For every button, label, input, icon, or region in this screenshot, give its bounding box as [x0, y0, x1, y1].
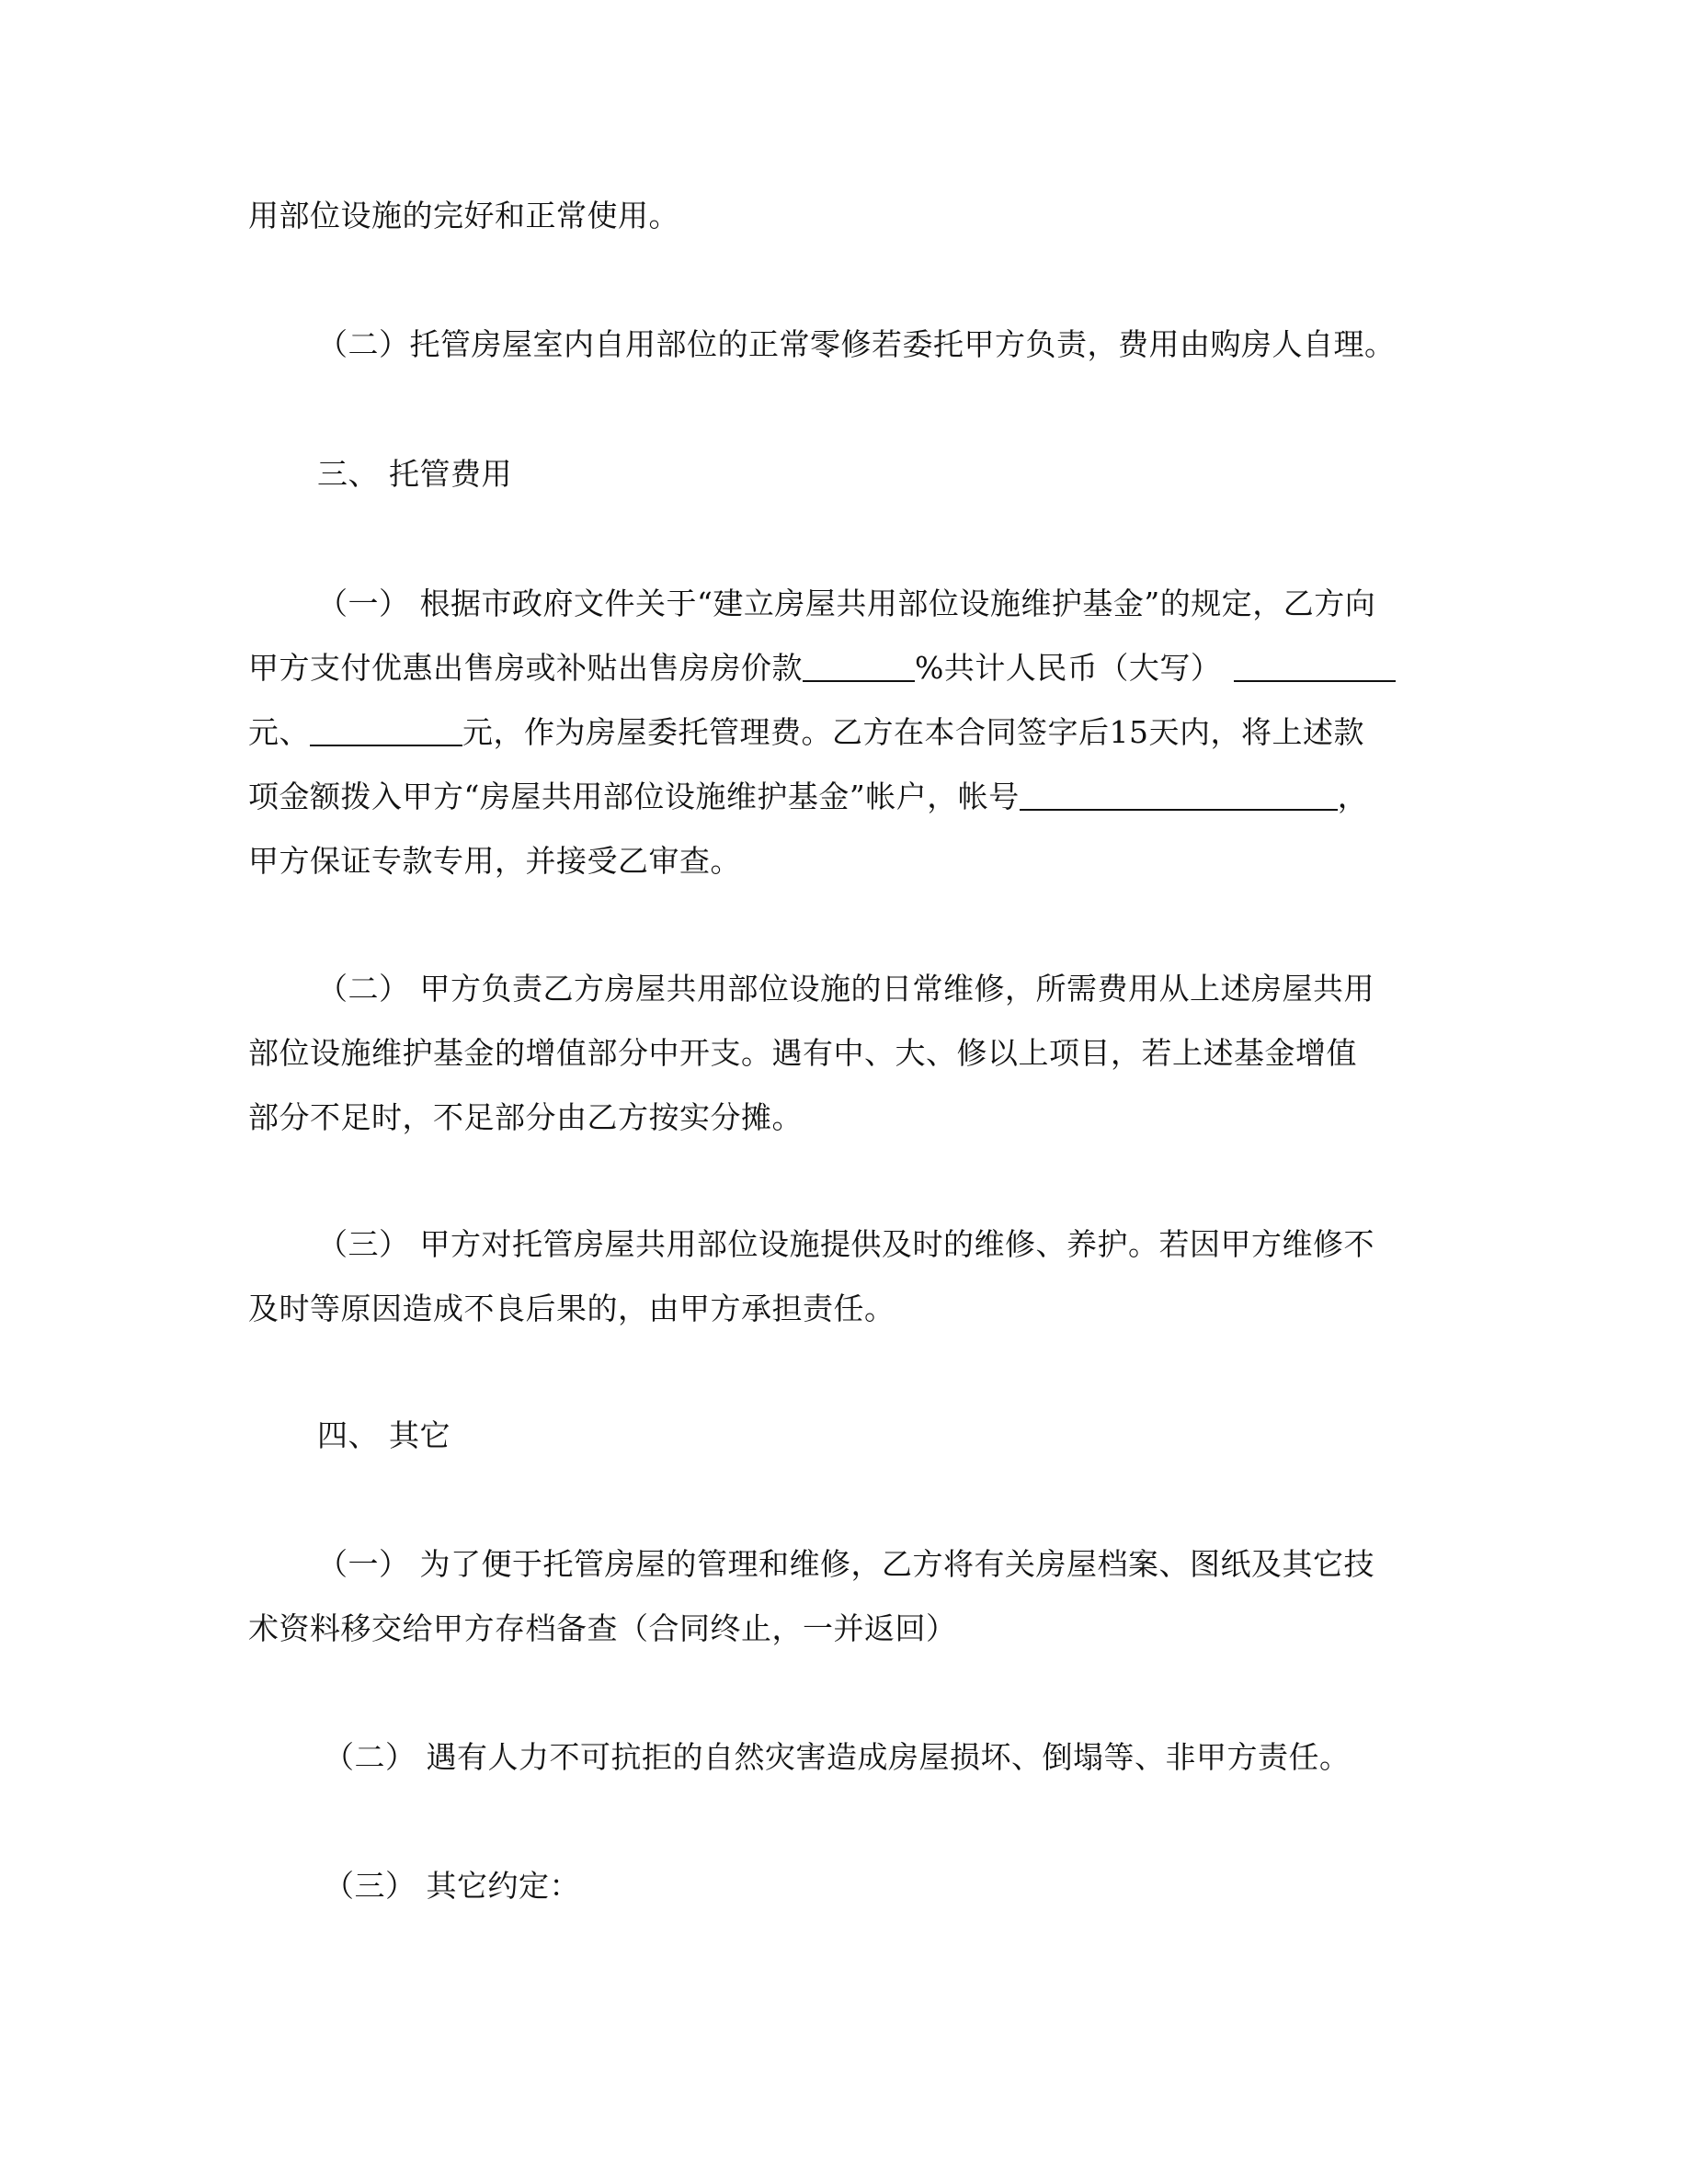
section-heading: 三、 托管费用 — [317, 456, 512, 492]
paragraph-line: 用部位设施的完好和正常使用。 — [248, 198, 679, 233]
paragraph-line: 部位设施维护基金的增值部分中开支。遇有中、大、修以上项目，若上述基金增值 — [248, 1035, 1357, 1071]
paragraph-line: （二）托管房屋室内自用部位的正常零修若委托甲方负责，费用由购房人自理。 — [317, 326, 1396, 362]
blank-amount-words — [1234, 653, 1396, 682]
paragraph-line: （三） 其它约定： — [324, 1868, 580, 1904]
paragraph-line: 部分不足时，不足部分由乙方按实分摊。 — [248, 1099, 803, 1135]
blank-percent — [803, 653, 915, 682]
paragraph-line: （一） 根据市政府文件关于“建立房屋共用部位设施维护基金”的规定，乙方向 — [317, 586, 1376, 621]
blank-amount-figures — [310, 717, 462, 746]
text-segment: %共计人民币（大写） — [915, 650, 1222, 686]
paragraph-line: （三） 甲方对托管房屋共用部位设施提供及时的维修、养护。若因甲方维修不 — [317, 1226, 1374, 1262]
section-heading: 四、 其它 — [317, 1417, 451, 1453]
paragraph-line: 及时等原因造成不良后果的，由甲方承担责任。 — [248, 1291, 895, 1326]
paragraph-line-with-blanks — [248, 778, 1368, 816]
paragraph-line: （二） 甲方负责乙方房屋共用部位设施的日常维修，所需费用从上述房屋共用 — [317, 971, 1374, 1007]
paragraph-line: （一） 为了便于托管房屋的管理和维修，乙方将有关房屋档案、图纸及其它技 — [317, 1546, 1374, 1582]
text-segment: 元，作为房屋委托管理费。乙方在本合同签字后15天内，将上述款 — [462, 714, 1364, 750]
paragraph-line: （二） 遇有人力不可抗拒的自然灾害造成房屋损坏、倒塌等、非甲方责任。 — [324, 1739, 1351, 1775]
paragraph-line-with-blanks — [248, 649, 1396, 688]
text-segment: ， — [1337, 779, 1369, 814]
text-segment: 元、 — [248, 714, 310, 750]
paragraph-line-with-blanks — [248, 713, 1364, 752]
paragraph-line: 甲方保证专款专用，并接受乙审查。 — [248, 843, 741, 879]
blank-account-number — [1020, 781, 1338, 811]
paragraph-line: 术资料移交给甲方存档备查（合同终止，一并返回） — [248, 1610, 957, 1646]
text-segment: 项金额拨入甲方“房屋共用部位设施维护基金”帐户，帐号 — [248, 779, 1020, 814]
text-segment: 甲方支付优惠出售房或补贴出售房房价款 — [248, 650, 803, 686]
